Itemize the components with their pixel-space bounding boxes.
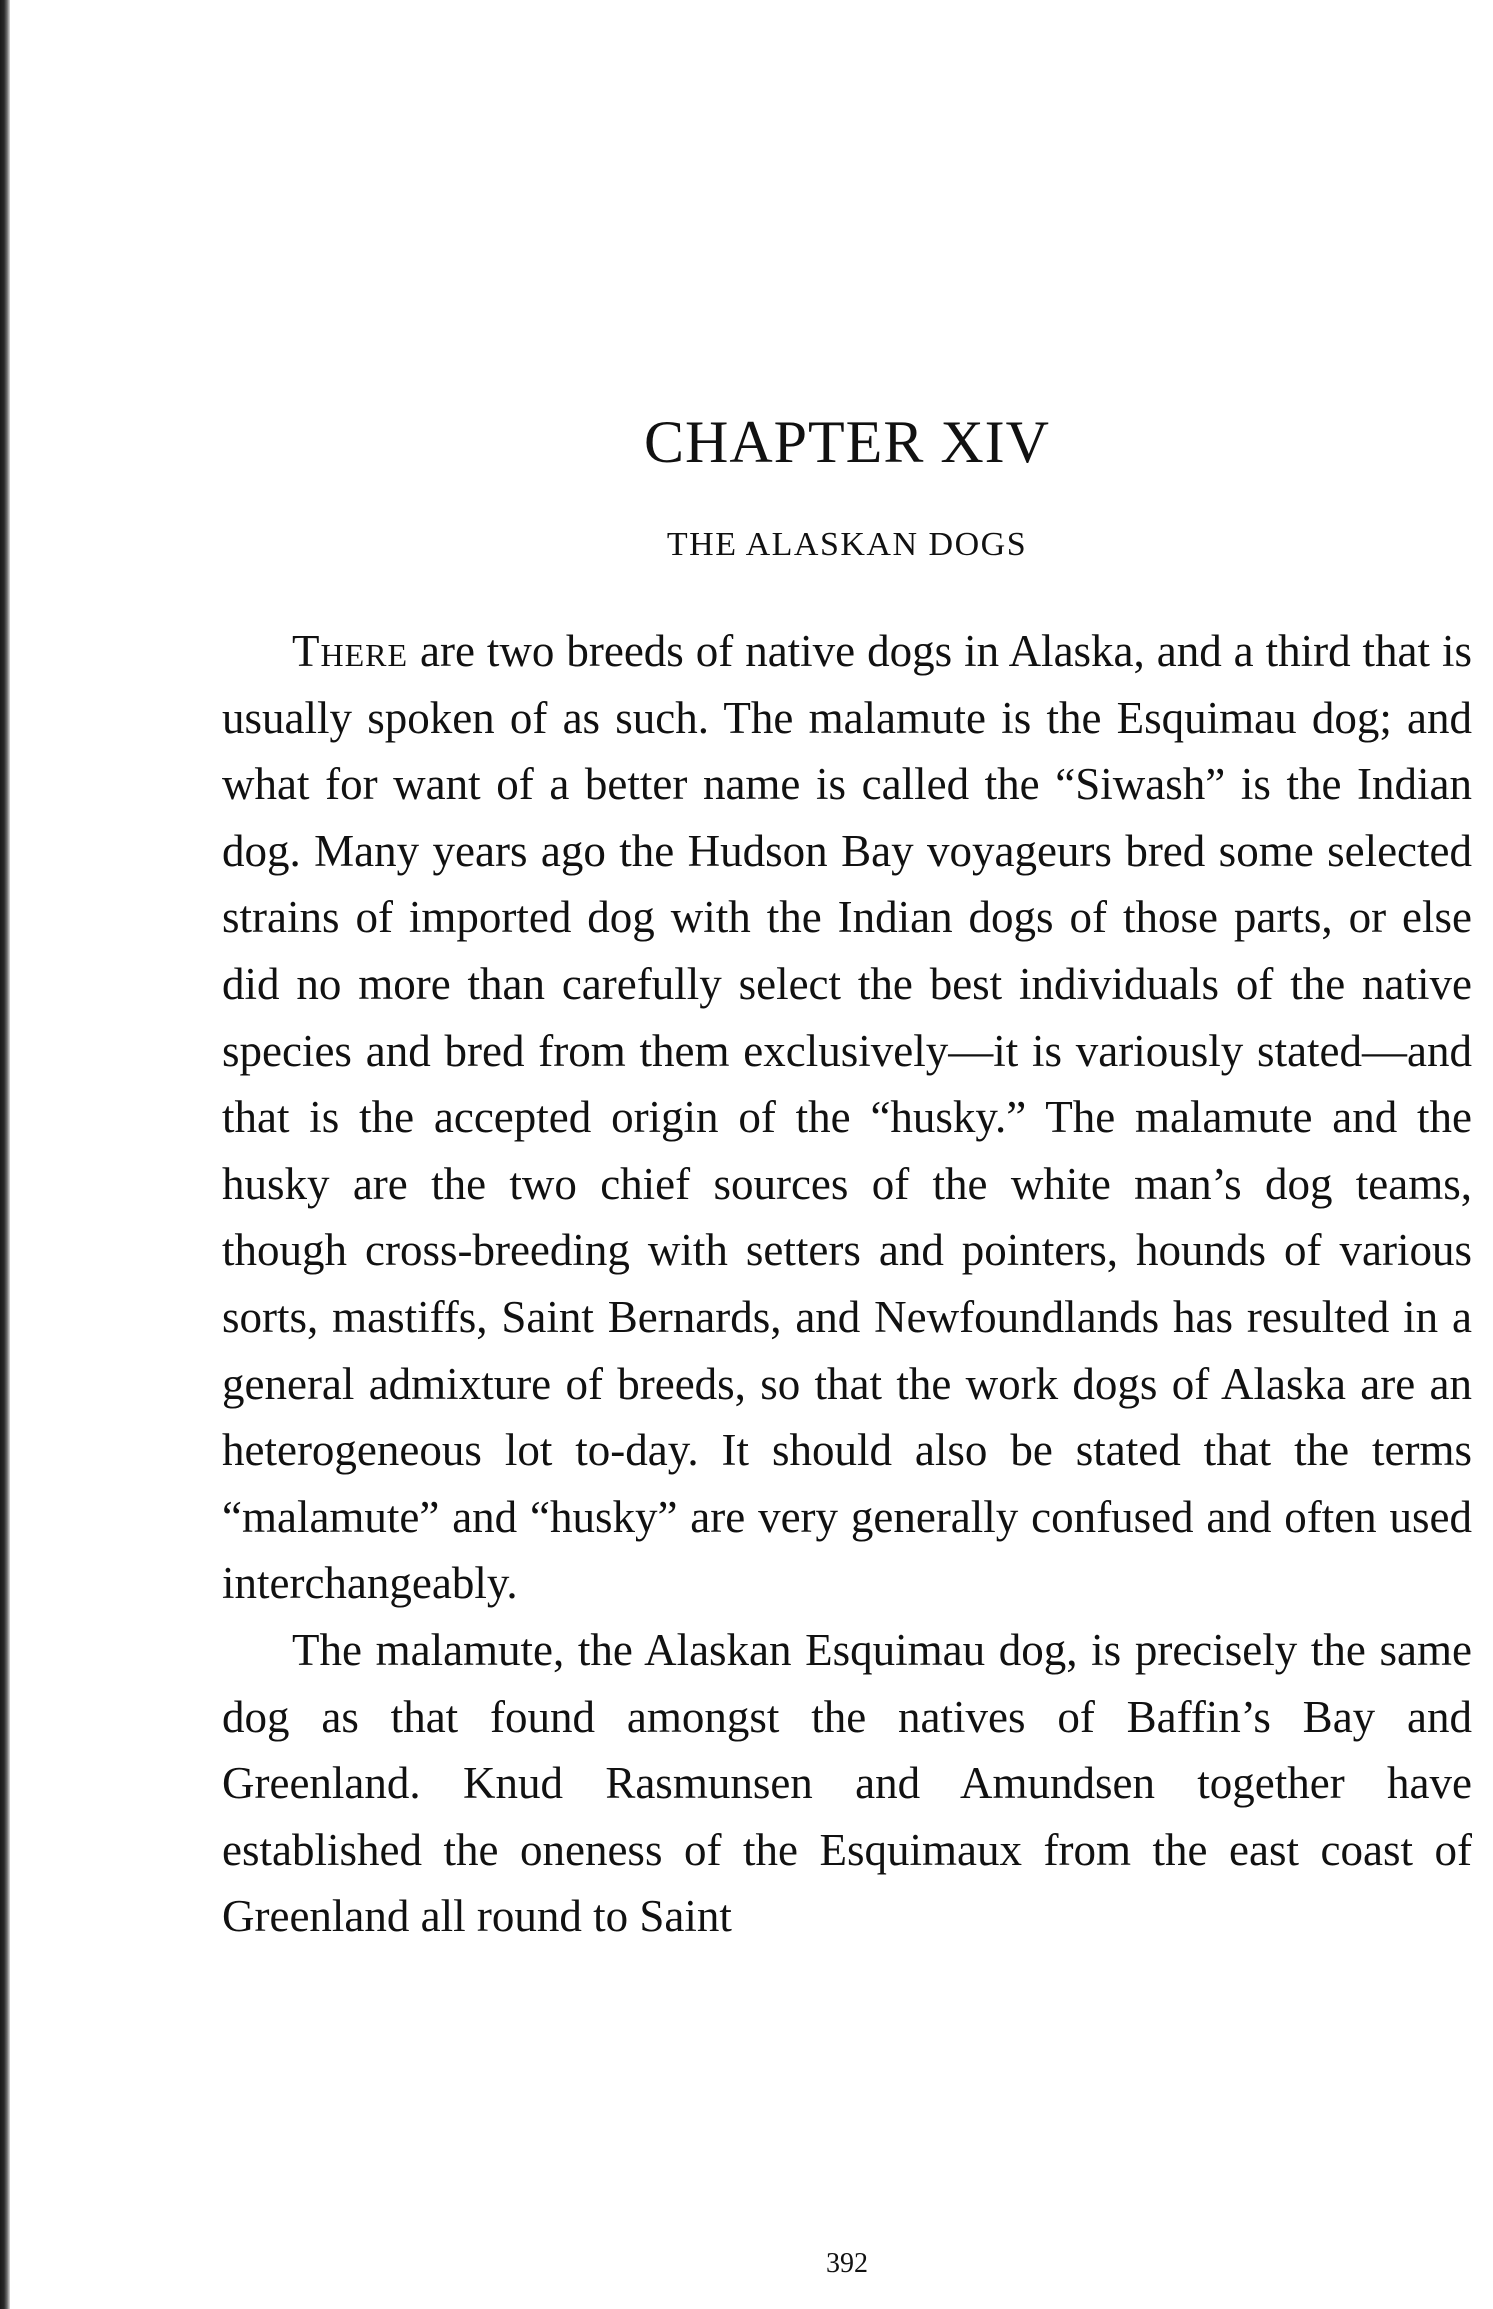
chapter-subtitle: THE ALASKAN DOGS <box>666 526 1028 563</box>
paragraph-lead-word: There <box>292 626 409 676</box>
chapter-title: CHAPTER XIV <box>643 409 1050 475</box>
paragraph-2 <box>222 1617 1472 1950</box>
paragraph-1-text: are two breeds of native dogs in Alaska, and a third that is usually spoken of as such. The malamute is the Esquimau dog; and what for want of a better name is called the “Siwash” is the Indian dog. Many years ago the Hudson Bay voyageurs bred some selected strains of imported dog with the Indian dogs of those parts, or else did no more than carefully select the best individuals of the native species and bred from them exclusively—it is variously stated—and that is the accepted origin of the “husky.” The malamute and the husky are the two chief sources of the white man’s dog teams, though cross-breeding with setters and pointers, hounds of various sorts, mastiffs, Saint Bernards, and Newfoundlands has resulted in a general admixture of breeds, so that the work dogs of Alaska are an heterogeneous lot to-day. It should also be stated that the terms “malamute” and “husky” are very generally confused and often used interchangeably. <box>222 626 1472 1609</box>
paragraph-1 <box>222 618 1472 1617</box>
page-number: 392 <box>826 2248 868 2279</box>
paragraph-2-text: The malamute, the Alaskan Esquimau dog, is precisely the same dog as that found amongst the natives of Baffin’s Bay and Greenland. Knud Rasmunsen and Amundsen together have established the oneness of the Esquimaux from the east coast of Greenland all round to Saint <box>222 1624 1472 1942</box>
chapter-body <box>222 618 1472 1950</box>
page-binding-edge <box>0 0 10 2309</box>
